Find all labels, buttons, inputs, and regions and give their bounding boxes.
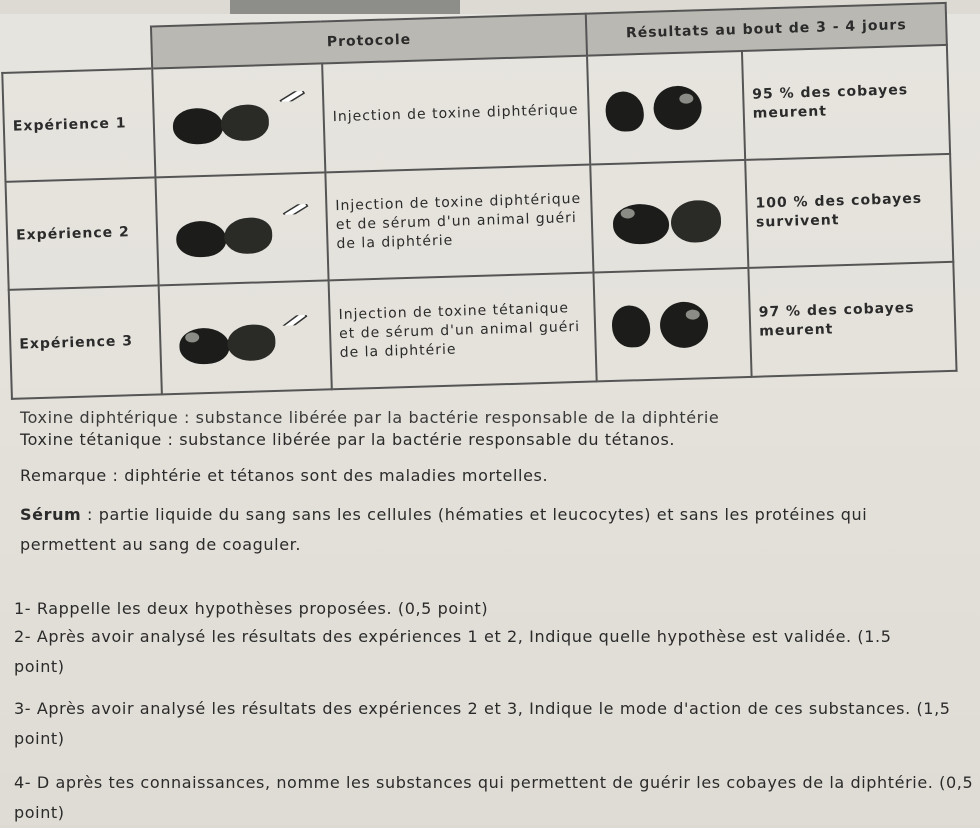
syringe-icon [273, 204, 319, 215]
result-illustration [590, 160, 748, 273]
experiment-table [0, 2, 956, 400]
experiment-label: Expérience 1 [2, 69, 155, 182]
syringe-icon [273, 314, 319, 325]
top-edge-bar [230, 0, 460, 14]
result-text: 95 % des cobayes meurent [742, 45, 950, 160]
result-illustration [587, 51, 745, 164]
dead-guinea-pig-icon [659, 301, 708, 348]
note-toxine-diphterique: Toxine diphtérique : substance libérée par la bactérie responsable de la diphtérie [20, 408, 720, 427]
note-serum [20, 500, 900, 560]
serum-term: Sérum [20, 505, 82, 524]
guinea-pig-icon [179, 327, 230, 364]
dead-guinea-pig-icon [605, 91, 644, 132]
protocol-text: Injection de toxine diphtérique [322, 56, 590, 172]
guinea-pig-icon [224, 217, 273, 254]
note-toxine-tetanique: Toxine tétanique : substance libérée par la bactérie responsable du tétanos. [20, 430, 676, 449]
injection-illustration [155, 172, 328, 286]
serum-definition: : partie liquide du sang sans les cellules (hématies et leucocytes) et sans les protéines qui permettent au sang de coaguler. [20, 505, 868, 554]
guinea-pig-icon [220, 104, 269, 141]
protocol-text: Injection de toxine diphtérique et de sérum d'un animal guéri de la diphtérie [325, 164, 593, 280]
question-2: 2- Après avoir analysé les résultats des expériences 1 et 2, Indique quelle hypothèse est validée. (1.5 point) [14, 627, 892, 676]
question-4: 4- D après tes connaissances, nomme les substances qui permettent de guérir les cobayes de la diphtérie. (0,5 point) [14, 773, 974, 822]
note-remarque: Remarque : diphtérie et tétanos sont des maladies mortelles. [20, 466, 549, 485]
header-protocol: Protocole [151, 14, 587, 69]
guinea-pig-icon [176, 220, 227, 257]
guinea-pig-icon [172, 108, 223, 145]
dead-guinea-pig-icon [653, 86, 702, 131]
injection-illustration [152, 63, 325, 177]
question-3: 3- Après avoir analysé les résultats des expériences 2 et 3, Indique le mode d'action de ces substances. (1,5 point) [14, 699, 951, 748]
result-text: 100 % des cobayes survivent [745, 154, 953, 269]
result-text: 97 % des cobayes meurent [748, 262, 956, 377]
guinea-pig-icon [227, 324, 276, 361]
protocol-text: Injection de toxine tétanique et de sérum d'un animal guéri de la diphtérie [329, 273, 597, 390]
result-illustration [593, 268, 751, 381]
experiment-label: Expérience 2 [5, 177, 158, 290]
syringe-icon [270, 91, 316, 102]
question-1: 1- Rappelle les deux hypothèses proposées. (0,5 point) [14, 599, 489, 618]
dead-guinea-pig-icon [611, 305, 650, 348]
guinea-pig-icon [612, 203, 669, 245]
injection-illustration [159, 281, 332, 395]
header-results: Résultats au bout de 3 - 4 jours [586, 3, 947, 56]
guinea-pig-icon [670, 200, 721, 243]
experiment-label: Expérience 3 [9, 286, 162, 399]
